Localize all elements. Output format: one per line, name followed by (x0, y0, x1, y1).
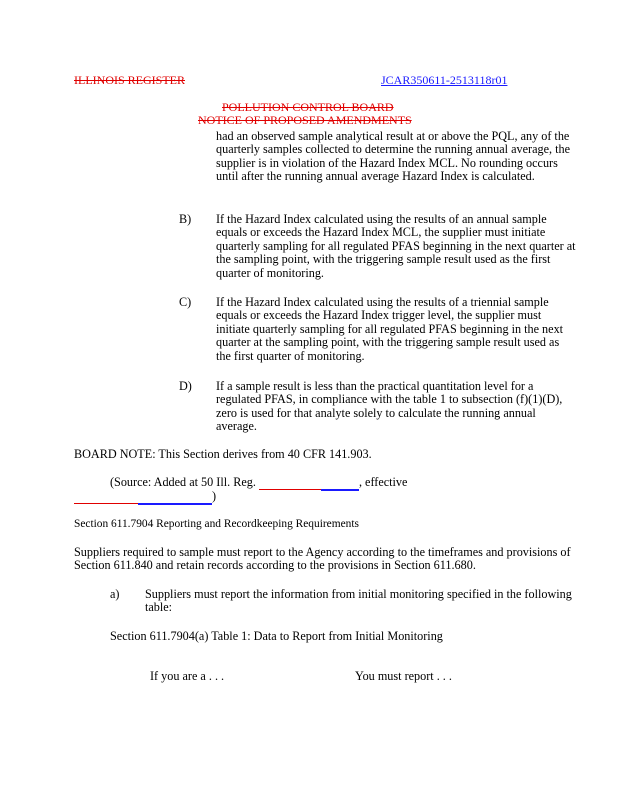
table-caption: Section 611.7904(a) Table 1: Data to Report from Initial Monitoring (110, 629, 443, 643)
source-effective: , effective (358, 475, 408, 489)
item-c-text: If the Hazard Index calculated using the results of a triennial sample equals or exceeds the Hazard Index trigger level, the supplier must initiate quarterly sampling for all regulated PFAS beginning in the next quarter at the sampling point, with the triggering sample result used as the first quarter of monitoring. (216, 295, 564, 363)
source-prefix: (Source: Added at 50 Ill. Reg. (110, 475, 259, 489)
item-c-letter: C) (179, 295, 192, 309)
date-blank-blue (138, 490, 212, 505)
item-b-letter: B) (179, 212, 192, 226)
date-blank-red (74, 490, 138, 504)
source-date-line (74, 490, 216, 505)
section-intro: Suppliers required to sample must report to the Agency according to the timeframes and provisions of Section 611.840 and retain records according to the provisions in Section 611.680. (74, 545, 571, 573)
table-column-left: If you are a . . . (150, 669, 225, 683)
volume-blank-red (259, 476, 321, 490)
continuation-paragraph: had an observed sample analytical result at or above the PQL, any of the quarterly samples collected to determine the running annual average, the supplier is in violation of the Hazard Index MCL. No rounding occurs until after the running annual average Hazard Index is calculated. (216, 129, 570, 184)
notice-title: NOTICE OF PROPOSED AMENDMENTS (198, 113, 412, 127)
register-header: ILLINOIS REGISTER (74, 73, 185, 87)
table-column-right: You must report . . . (355, 669, 452, 683)
jcar-reference: JCAR350611-2513118r01 (381, 73, 508, 87)
section-heading: Section 611.7904 Reporting and Recordkeeping Requirements (74, 518, 359, 530)
source-close: ) (212, 489, 217, 503)
item-a-letter: a) (110, 587, 120, 601)
volume-blank-blue (321, 476, 359, 491)
board-note: BOARD NOTE: This Section derives from 40 CFR 141.903. (74, 447, 372, 461)
item-a-text: Suppliers must report the information from initial monitoring specified in the following table: (145, 587, 572, 615)
item-b-text: If the Hazard Index calculated using the results of an annual sample equals or exceeds the Hazard Index MCL, the supplier must initiate quarterly sampling for all regulated PFAS beginning in the next quarter at the sampling point, with the triggering sample result used as the first quarter of monitoring. (216, 212, 576, 280)
item-d-text: If a sample result is less than the practical quantitation level for a regulated PFAS, in compliance with the table 1 to subsection (f)(1)(D), zero is used for that analyte solely to calculate the running annual average. (216, 379, 563, 434)
item-d-letter: D) (179, 379, 192, 393)
agency-title: POLLUTION CONTROL BOARD (222, 100, 394, 114)
